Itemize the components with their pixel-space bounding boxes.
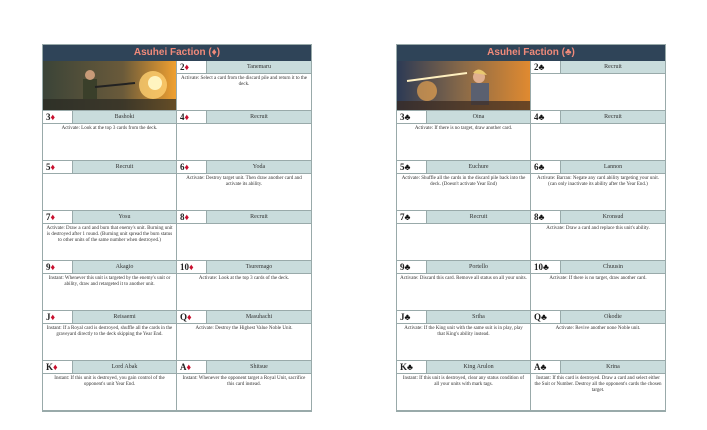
card-ability-text: Instant: If a Royal card is destroyed, shuffle all the cards in the graveyard directly to the deck skipping the Year End.	[46, 326, 173, 337]
diamond-suit-icon: ♦	[50, 312, 56, 322]
card-cell	[531, 361, 665, 411]
card-name: Euchure	[468, 164, 489, 170]
card-ability-text	[531, 74, 665, 78]
card-ability-text: Instant: If this unit is destroyed, clear any status condition of all your units with mark tags.	[402, 376, 525, 387]
diamond-suit-icon: ♦	[50, 262, 56, 272]
rank-value: K	[46, 362, 54, 372]
card-cell	[177, 261, 311, 311]
card-rank	[397, 211, 427, 223]
card-header	[177, 261, 311, 274]
rank-value: 4	[534, 112, 539, 122]
card-rank	[43, 211, 73, 223]
card-cell	[531, 161, 665, 211]
rank-value: K	[400, 362, 408, 372]
rank-value: 3	[46, 112, 51, 122]
diamond-suit-icon: ♦	[184, 62, 190, 72]
card-name: Akagio	[115, 264, 134, 270]
card-ability-text: Activate: Look at the top 3 cards of the deck.	[198, 276, 290, 281]
card-rank	[177, 261, 207, 273]
rank-value: 6	[180, 162, 185, 172]
rank-value: A	[534, 362, 541, 372]
card-cell	[531, 61, 665, 111]
card-header	[177, 361, 311, 374]
card-ability-text: Activate: Shuffle all the cards in the discard pile back into the deck. (Doesn't activate Year End)	[401, 176, 526, 187]
card-header	[43, 161, 176, 174]
card-header	[531, 261, 665, 274]
card-rank	[177, 211, 207, 223]
card-rank	[397, 261, 427, 273]
card-ability-text	[43, 174, 176, 178]
card-cell	[531, 211, 665, 261]
card-header	[531, 311, 665, 324]
card-cell	[397, 361, 531, 411]
card-cell	[43, 261, 177, 311]
rank-value: 8	[534, 212, 539, 222]
card-header	[177, 211, 311, 224]
card-header	[397, 111, 530, 124]
card-ability-text: Activate: Destroy target unit. Then draw another card and activate its ability.	[186, 176, 302, 187]
card-name: Masuhachi	[245, 314, 273, 320]
faction-artwork	[43, 61, 177, 111]
card-name: Sriha	[472, 314, 485, 320]
diamond-suit-icon: ♦	[184, 212, 190, 222]
card-name: Tanemaru	[247, 64, 271, 70]
diamond-suit-icon: ♦	[50, 212, 56, 222]
card-header	[43, 361, 176, 374]
card-header	[531, 111, 665, 124]
card-cell	[397, 111, 531, 161]
card-ability-text: Activate: Select a card from the discard pile and return it to the deck.	[180, 76, 308, 87]
card-ability-text: Instant: If this unit is destroyed, you gain control of the opponent's unit Year End.	[54, 376, 165, 387]
card-name: Chuusin	[602, 264, 623, 270]
club-suit-icon: ♣	[404, 112, 411, 122]
card-grid	[397, 61, 665, 411]
club-suit-icon: ♣	[540, 362, 547, 372]
card-header	[177, 61, 311, 74]
card-ability-text: Activate: Draw a card and burn that enemy's unit. Burning unit is destroyed after 1 round. (Burning unit spread the burn status to other units of the same number when destroyed.)	[46, 226, 173, 243]
card-cell	[177, 211, 311, 261]
card-cell	[531, 311, 665, 361]
club-suit-icon: ♣	[404, 212, 411, 222]
card-name: Tsuremago	[245, 264, 273, 270]
card-rank	[397, 111, 427, 123]
card-cell	[531, 261, 665, 311]
card-rank	[531, 261, 561, 273]
club-suit-icon: ♣	[407, 362, 413, 372]
card-name: Recruit	[250, 114, 268, 120]
card-cell	[177, 311, 311, 361]
faction-artwork	[397, 61, 531, 111]
card-grid	[43, 61, 311, 411]
card-cell	[177, 111, 311, 161]
card-ability-text	[531, 124, 665, 128]
card-cell	[177, 61, 311, 111]
rank-value: 3	[400, 112, 405, 122]
card-name: Yoda	[252, 164, 266, 170]
card-name: Portello	[469, 264, 488, 270]
card-rank	[397, 361, 427, 373]
card-rank	[177, 361, 207, 373]
card-name: Yosu	[118, 214, 131, 220]
card-name: Shitsue	[250, 364, 268, 370]
card-ability-text	[177, 224, 311, 228]
card-name: Recruit	[604, 114, 622, 120]
card-header	[177, 311, 311, 324]
card-cell	[397, 311, 531, 361]
card-cell	[397, 211, 531, 261]
rank-value: 5	[46, 162, 51, 172]
rank-value: 10	[180, 262, 189, 272]
card-ability-text: Activate: Draw a card and replace this unit's ability.	[546, 226, 650, 231]
rank-value: 5	[400, 162, 405, 172]
card-cell	[397, 261, 531, 311]
card-header	[531, 211, 665, 224]
card-header	[397, 161, 530, 174]
card-name: Okodie	[604, 314, 622, 320]
club-suit-icon: ♣	[538, 62, 545, 72]
card-ability-text: Activate: Revive another none Noble unit.	[555, 326, 641, 331]
diamond-suit-icon: ♦	[53, 362, 58, 372]
diamond-suit-icon: ♦	[184, 112, 190, 122]
club-suit-icon: ♣	[543, 262, 549, 272]
rank-value: J	[46, 312, 51, 322]
card-ability-text: Activate: If there is no target, draw another card.	[549, 276, 647, 281]
card-ability-text: Activate: Destroy the Highest Value Noble Unit.	[195, 326, 293, 331]
rank-value: Q	[534, 312, 542, 322]
card-rank	[531, 211, 561, 223]
card-name: King Arulon	[463, 364, 494, 370]
faction-sheet-diamonds	[42, 44, 312, 412]
card-rank	[43, 261, 73, 273]
card-rank	[531, 61, 561, 73]
diamond-suit-icon: ♦	[186, 362, 192, 372]
rank-value: 9	[400, 262, 405, 272]
club-suit-icon: ♣	[404, 162, 411, 172]
card-cell	[177, 161, 311, 211]
card-rank	[43, 311, 73, 323]
card-ability-text: Activate: Discard this card. Remove all status on all your units.	[400, 276, 527, 281]
card-header	[397, 211, 530, 224]
card-name: Recruit	[250, 214, 268, 220]
card-header	[43, 261, 176, 274]
card-cell	[43, 111, 177, 161]
diamond-suit-icon: ♦	[189, 262, 194, 272]
faction-sheet-clubs	[396, 44, 666, 412]
card-ability-text: Instant: Whenever the opponent target a Royal Unit, sacrifice this card instead.	[182, 376, 306, 387]
card-name: Krina	[606, 364, 620, 370]
card-name: Recruit	[604, 64, 622, 70]
diamond-suit-icon: ♦	[50, 162, 56, 172]
rank-value: 2	[180, 62, 185, 72]
card-rank	[531, 311, 561, 323]
card-rank	[177, 311, 207, 323]
club-suit-icon: ♣	[404, 312, 411, 322]
card-header	[531, 61, 665, 74]
rank-value: 4	[180, 112, 185, 122]
rank-value: 10	[534, 262, 543, 272]
card-ability-text: Activate: If there is no target, draw another card.	[414, 126, 513, 131]
club-suit-icon: ♣	[538, 212, 545, 222]
rank-value: 2	[534, 62, 539, 72]
card-cell	[43, 361, 177, 411]
card-rank	[43, 361, 73, 373]
card-ability-text	[397, 224, 530, 228]
card-name: Recruit	[115, 164, 134, 170]
card-header	[177, 111, 311, 124]
card-ability-text: Activate: If the King unit with the same suit is in play, play that King's ability instead.	[404, 326, 523, 337]
diamond-suit-icon: ♦	[50, 112, 56, 122]
card-name: Bashoki	[114, 114, 135, 120]
club-suit-icon: ♣	[541, 312, 547, 322]
card-ability-text: Instant: Whenever this unit is targeted by the enemy's unit or ability, draw and retargeted it to another unit.	[48, 276, 171, 287]
rank-value: J	[400, 312, 405, 322]
rank-value: 7	[46, 212, 51, 222]
card-cell	[43, 211, 177, 261]
rank-value: 9	[46, 262, 51, 272]
card-rank	[397, 161, 427, 173]
card-rank	[397, 311, 427, 323]
card-rank	[43, 111, 73, 123]
card-cell	[177, 361, 311, 411]
card-name: Lannon	[603, 164, 623, 170]
card-header	[43, 111, 176, 124]
card-cell	[43, 311, 177, 361]
sheet-title: Asuhei Faction (♦)	[43, 45, 311, 61]
club-suit-icon: ♣	[538, 162, 545, 172]
card-header	[531, 361, 665, 374]
card-cell	[531, 111, 665, 161]
card-cell	[397, 161, 531, 211]
card-header	[397, 361, 530, 374]
card-rank	[43, 161, 73, 173]
rank-value: A	[180, 362, 187, 372]
card-name: Reisaemi	[113, 314, 136, 320]
rank-value: Q	[180, 312, 188, 322]
card-header	[177, 161, 311, 174]
card-name: Kronsud	[602, 214, 624, 220]
card-rank	[177, 61, 207, 73]
card-header	[397, 261, 530, 274]
card-ability-text: Instant: If this card is destroyed. Draw a card and select either the Suit or Number. Destroy all the opponent's cards the chosen target.	[534, 376, 662, 393]
card-ability-text: Activate: Look at the top 3 cards from the deck.	[61, 126, 158, 131]
card-header	[531, 161, 665, 174]
card-name: Recruit	[469, 214, 488, 220]
card-ability-text: Activate: Barran: Negate any card ability targeting your unit. (can only inactivate its ability after the Year End.)	[537, 176, 659, 187]
diamond-suit-icon: ♦	[187, 312, 192, 322]
card-rank	[177, 161, 207, 173]
card-header	[43, 311, 176, 324]
card-ability-text	[177, 124, 311, 128]
card-rank	[531, 111, 561, 123]
rank-value: 6	[534, 162, 539, 172]
card-rank	[177, 111, 207, 123]
card-name: Oina	[472, 114, 485, 120]
card-rank	[531, 161, 561, 173]
sheet-title: Asuhei Faction (♣)	[397, 45, 665, 61]
club-suit-icon: ♣	[538, 112, 545, 122]
card-cell	[43, 161, 177, 211]
card-rank	[531, 361, 561, 373]
rank-value: 7	[400, 212, 405, 222]
club-suit-icon: ♣	[404, 262, 411, 272]
card-header	[43, 211, 176, 224]
diamond-suit-icon: ♦	[184, 162, 190, 172]
card-name: Lord Abak	[111, 364, 138, 370]
card-header	[397, 311, 530, 324]
rank-value: 8	[180, 212, 185, 222]
